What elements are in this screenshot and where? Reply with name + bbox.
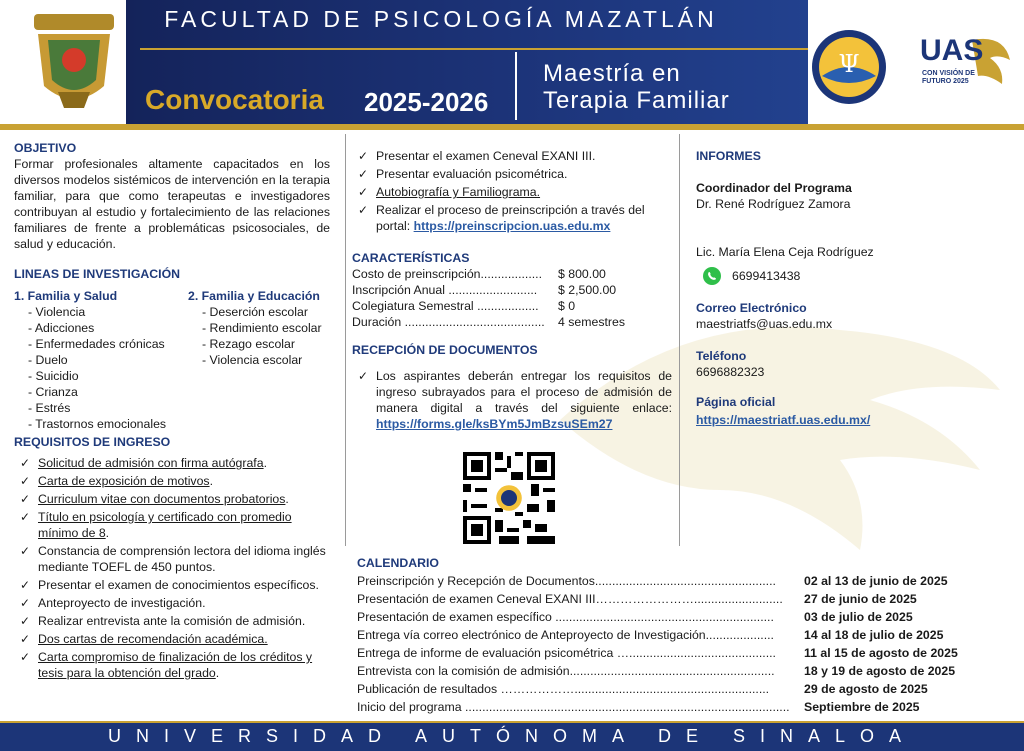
fee-value: $ 800.00 — [558, 267, 606, 281]
calendar — [357, 554, 1017, 716]
calendar-row — [357, 608, 1017, 626]
calendar-date: 03 de julio de 2025 — [804, 610, 913, 624]
fee-value: 4 semestres — [558, 315, 625, 329]
objetivo-text: Formar profesionales altamente capacitados en los diversos modelos sistémicos de intervención en la terapia familiar, para que como terapeutas e investigadores contribuyan al estudio y fortalecimiento de las relaciones familiares de frente a problemáticas psicosociales, de salud y educación. — [14, 157, 330, 251]
requirement-text: Realizar el proceso de preinscripción a través del portal: — [376, 203, 645, 233]
fee-value: $ 2,500.00 — [558, 283, 617, 297]
requirement-item: ✓ Realizar entrevista ante la comisión de admisión. — [14, 613, 330, 629]
contact-name: Lic. María Elena Ceja Rodríguez — [696, 245, 874, 259]
calendar-row — [357, 698, 1017, 716]
svg-text:Ψ: Ψ — [838, 50, 860, 78]
calendar-date: 18 y 19 de agosto de 2025 — [804, 664, 956, 678]
requirement-text: Carta de exposición de motivos — [38, 474, 210, 488]
fee-row — [352, 314, 672, 330]
caracteristicas-title: CARACTERÍSTICAS — [352, 251, 470, 265]
faculty-crest-icon — [28, 8, 120, 116]
list-item: - Violencia escolar — [202, 353, 303, 367]
calendar-date: 11 al 15 de agosto de 2025 — [804, 646, 958, 660]
header — [0, 0, 1024, 124]
requirement-item: ✓ Carta de exposición de motivos. — [14, 473, 330, 489]
line-title: 2. Familia y Educación — [188, 289, 320, 303]
list-item: - Crianza — [28, 385, 78, 399]
recepcion-item — [352, 368, 672, 432]
column-divider — [679, 134, 680, 546]
program-title-line2: Terapia Familiar — [543, 87, 730, 114]
calendar-row — [357, 590, 1017, 608]
fee-row — [352, 298, 672, 314]
requirement-item: ✓ Carta compromiso de finalización de los créditos y tesis para la obtención del grado. — [14, 649, 330, 681]
calendar-row — [357, 662, 1017, 680]
right-column — [696, 148, 1012, 428]
whatsapp-row — [696, 266, 1012, 286]
line-title: 1. Familia y Salud — [14, 289, 118, 303]
recepcion-title: RECEPCIÓN DE DOCUMENTOS — [352, 343, 538, 357]
footer — [0, 721, 1024, 751]
calendar-label: Preinscripción y Recepción de Documentos..................................................... — [357, 574, 776, 588]
calendar-date: Septiembre de 2025 — [804, 700, 920, 714]
middle-column — [352, 148, 672, 432]
column-divider — [345, 134, 346, 546]
header-separator — [515, 52, 517, 120]
fee-value: $ 0 — [558, 299, 576, 313]
list-item: - Enfermedades crónicas — [28, 337, 165, 351]
requirement-item: ✓ Presentar evaluación psicométrica. — [352, 166, 672, 182]
program-title-line1: Maestría en — [543, 60, 681, 87]
web-title: Página oficial — [696, 395, 776, 409]
calendar-row — [357, 644, 1017, 662]
fee-label: Costo de preinscripción.................. — [352, 267, 542, 281]
calendar-row — [357, 680, 1017, 698]
fee-label: Duración ......................................... — [352, 315, 545, 329]
web-link[interactable]: https://maestriatf.uas.edu.mx/ — [696, 413, 871, 427]
list-item: - Duelo — [28, 353, 68, 367]
objetivo-title: OBJETIVO — [14, 141, 77, 155]
phone-value: 6696882323 — [696, 365, 765, 379]
calendar-date: 27 de junio de 2025 — [804, 592, 917, 606]
forms-link[interactable]: https://forms.gle/ksBYm5JmBzsuSEm27 — [376, 417, 613, 431]
faculty-title: FACULTAD DE PSICOLOGÍA MAZATLÁN — [164, 6, 718, 32]
calendar-title: CALENDARIO — [357, 556, 439, 570]
requirement-item: ✓ Título en psicología y certificado con promedio mínimo de 8. — [14, 509, 330, 541]
list-item: - Adicciones — [28, 321, 95, 335]
gold-rule — [0, 124, 1024, 130]
calendar-label: Entrega vía correo electrónico de Anteproyecto de Investigación.................... — [357, 628, 774, 642]
calendar-label: Presentación de examen Ceneval EXANI III…………………….......................... — [357, 592, 783, 606]
requirement-item: ✓ Curriculum vitae con documentos probatorios. — [14, 491, 330, 507]
calendar-label: Entrevista con la comisión de admisión............................................................ — [357, 664, 775, 678]
requirement-item: ✓ Presentar el examen Ceneval EXANI III. — [352, 148, 672, 164]
calendar-label: Inicio del programa ............................................................................................... — [357, 700, 790, 714]
lineas-title: LINEAS DE INVESTIGACIÓN — [14, 267, 181, 281]
informes-title: INFORMES — [696, 149, 761, 163]
list-item: - Rezago escolar — [202, 337, 295, 351]
email-value[interactable]: maestriatfs@uas.edu.mx — [696, 317, 833, 331]
line-familia-salud — [14, 288, 186, 432]
requirement-text: Título en psicología y certificado con promedio mínimo de 8 — [38, 510, 292, 540]
calendar-label: Entrega de informe de evaluación psicométrica …........................................... — [357, 646, 776, 660]
recepcion-text: Los aspirantes deberán entregar los requisitos de ingreso subrayados para el proceso de admisión de manera digital a través del siguiente enlace: — [376, 369, 672, 415]
requirement-text: Carta compromiso de finalización de los créditos y tesis para la obtención del grado — [38, 650, 313, 680]
requirement-text: Curriculum vitae con documentos probatorios — [38, 492, 286, 506]
requirement-item: ✓ Presentar el examen de conocimientos específicos. — [14, 577, 330, 593]
fee-row — [352, 282, 672, 298]
list-item: - Violencia — [28, 305, 86, 319]
list-item: - Trastornos emocionales — [28, 417, 167, 431]
psychology-logo-icon — [810, 28, 888, 106]
preinscripcion-link[interactable]: https://preinscripcion.uas.edu.mx — [413, 219, 611, 233]
requirement-item: ✓ Solicitud de admisión con firma autógrafa. — [14, 455, 330, 471]
calendar-date: 29 de agosto de 2025 — [804, 682, 928, 696]
calendar-label: Presentación de examen específico ................................................................ — [357, 610, 774, 624]
calendar-row — [357, 626, 1017, 644]
calendar-row — [357, 572, 1017, 590]
line-familia-educacion — [188, 288, 338, 368]
requirement-item — [352, 184, 672, 200]
requisitos-title: REQUISITOS DE INGRESO — [14, 435, 171, 449]
phone-title: Teléfono — [696, 349, 747, 363]
uas-logo-tagline: CON VISIÓN DE FUTURO 2025 — [922, 70, 975, 85]
whatsapp-icon — [702, 266, 722, 286]
email-title: Correo Electrónico — [696, 301, 807, 315]
list-item: - Estrés — [28, 401, 71, 415]
requirement-item — [14, 631, 330, 647]
list-item: - Deserción escolar — [202, 305, 308, 319]
requirement-item: ✓ Anteproyecto de investigación. — [14, 595, 330, 611]
lineas-list — [14, 288, 330, 430]
left-column — [14, 140, 330, 681]
requirement-item: ✓ Constancia de comprensión lectora del idioma inglés mediante TOEFL de 450 puntos. — [14, 543, 330, 575]
fee-label: Colegiatura Semestral .................. — [352, 299, 539, 313]
calendar-date: 02 al 13 de junio de 2025 — [804, 574, 948, 588]
fee-row — [352, 266, 672, 282]
requirement-text: Solicitud de admisión con firma autógrafa — [38, 456, 264, 470]
coordinator-title: Coordinador del Programa — [696, 181, 852, 195]
header-gold-line — [140, 48, 808, 50]
calendar-label: Publicación de resultados ………………......................................................... — [357, 682, 770, 696]
requirement-text: Dos cartas de recomendación académica. — [38, 632, 268, 646]
whatsapp-number: 6699413438 — [732, 269, 801, 283]
list-item: - Suicidio — [28, 369, 79, 383]
fee-label: Inscripción Anual .......................... — [352, 283, 538, 297]
convocatoria-year: 2025-2026 — [364, 87, 489, 117]
qr-code-icon[interactable] — [463, 452, 555, 544]
list-item: - Rendimiento escolar — [202, 321, 322, 335]
calendar-date: 14 al 18 de julio de 2025 — [804, 628, 944, 642]
requirement-item — [352, 202, 672, 234]
requirement-text: Autobiografía y Familiograma. — [376, 185, 541, 199]
coordinator-name: Dr. René Rodríguez Zamora — [696, 197, 851, 211]
footer-university: UNIVERSIDAD AUTÓNOMA DE SINALOA — [107, 726, 917, 746]
uas-logo-text: UAS — [920, 34, 984, 67]
convocatoria-label: Convocatoria — [145, 84, 324, 115]
